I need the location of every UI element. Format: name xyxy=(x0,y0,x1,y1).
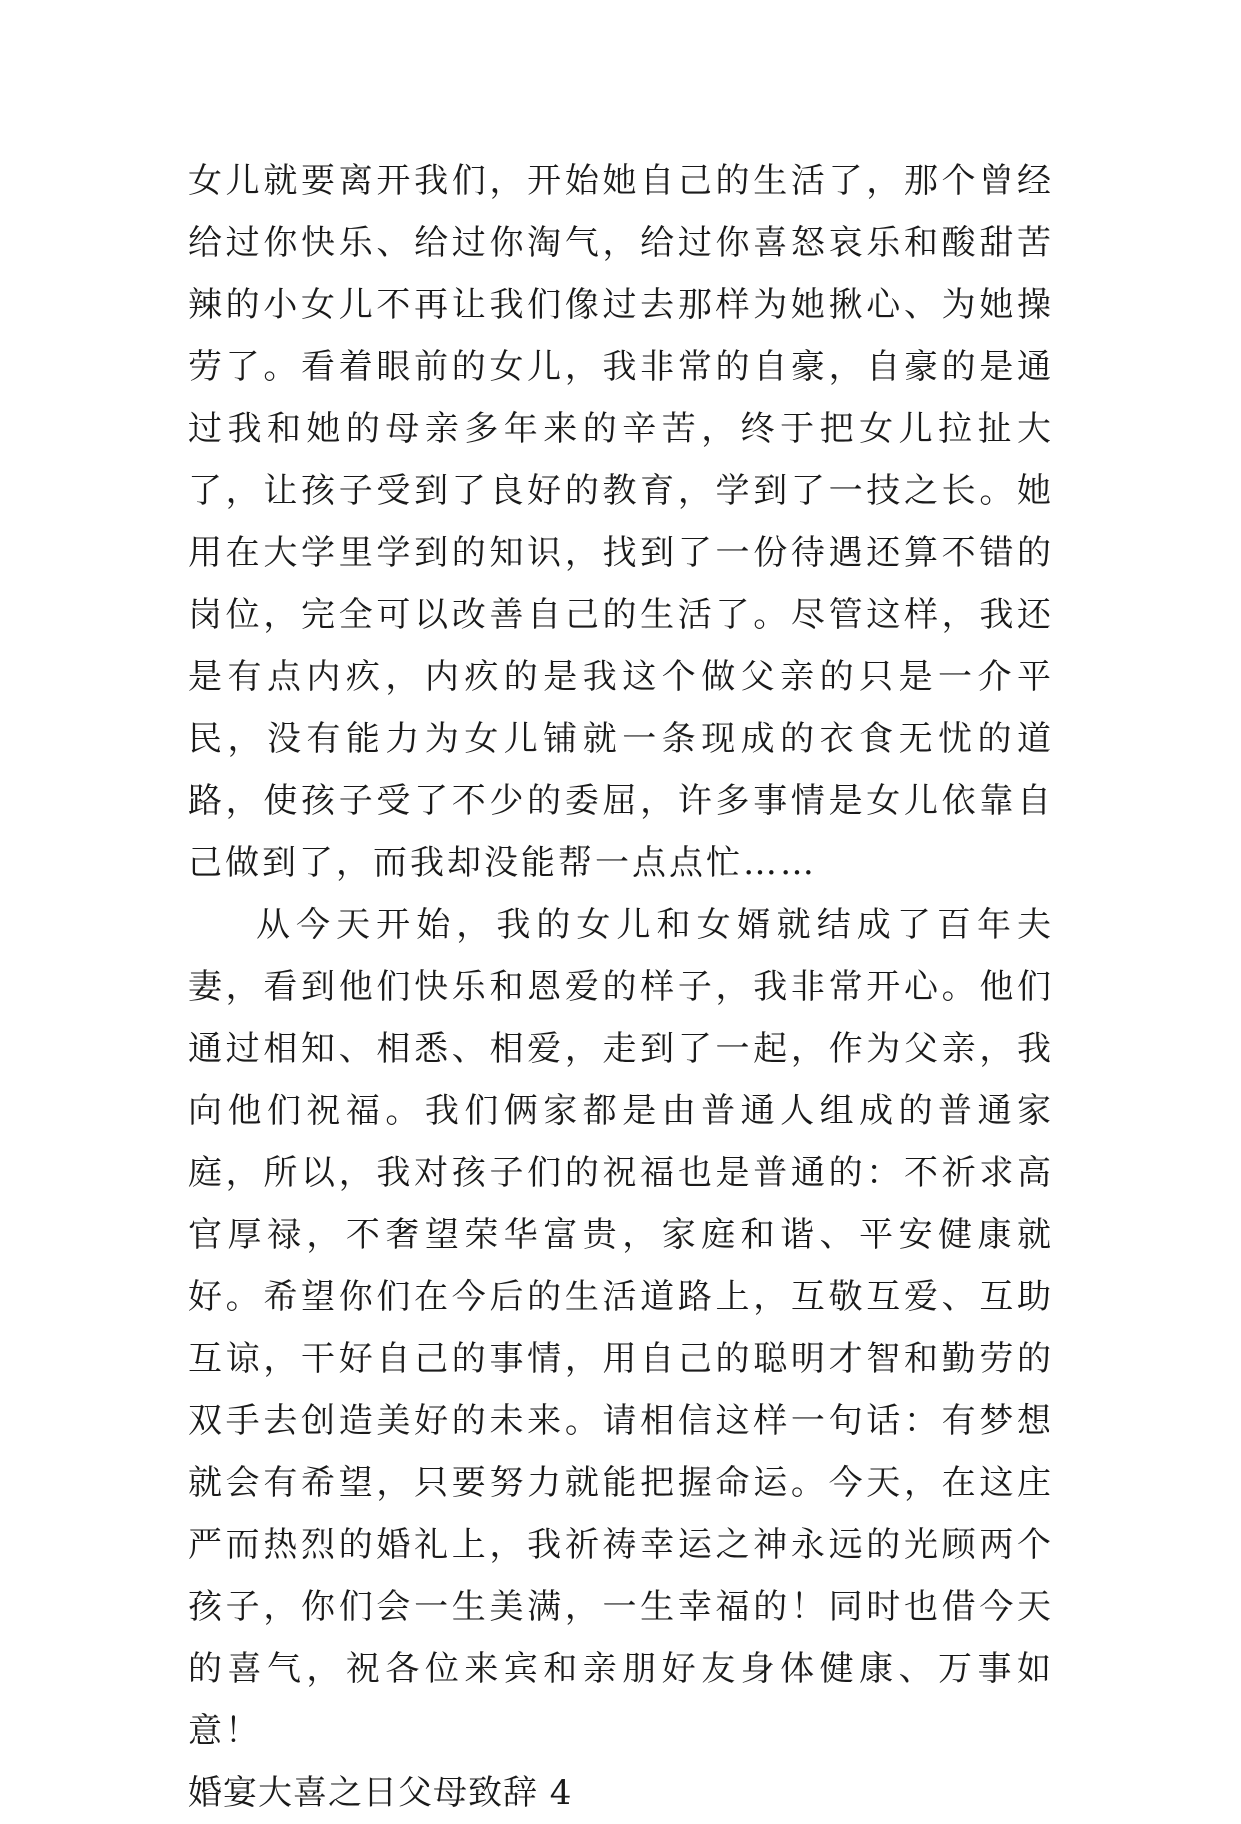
paragraph-1: 女儿就要离开我们，开始她自己的生活了，那个曾经给过你快乐、给过你淘气，给过你喜怒哀乐和酸甜苦辣的小女儿不再让我们像过去那样为她揪心、为她操劳了。看着眼前的女儿，我非常的自豪，自豪的是通过我和她的母亲多年来的辛苦，终于把女儿拉扯大了，让孩子受到了良好的教育，学到了一技之长。她用在大学里学到的知识，找到了一份待遇还算不错的岗位，完全可以改善自己的生活了。尽管这样，我还是有点内疚，内疚的是我这个做父亲的只是一介平民，没有能力为女儿铺就一条现成的衣食无忧的道路，使孩子受了不少的委屈，许多事情是女儿依靠自己做到了，而我却没能帮一点点忙…… xyxy=(188,161,1054,883)
paragraph-2: 从今天开始，我的女儿和女婿就结成了百年夫妻，看到他们快乐和恩爱的样子，我非常开心。他们通过相知、相悉、相爱，走到了一起，作为父亲，我向他们祝福。我们俩家都是由普通人组成的普通家庭，所以，我对孩子们的祝福也是普通的：不祈求高官厚禄，不奢望荣华富贵，家庭和谐、平安健康就好。希望你们在今后的生活道路上，互敬互爱、互助互谅，干好自己的事情，用自己的聪明才智和勤劳的双手去创造美好的未来。请相信这样一句话：有梦想就会有希望，只要努力就能把握命运。今天，在这庄严而热烈的婚礼上，我祈祷幸运之神永远的光顾两个孩子，你们会一生美满，一生幸福的！同时也借今天的喜气，祝各位来宾和亲朋好友身体健康、万事如意！ xyxy=(188,905,1054,1751)
document-body xyxy=(188,150,1054,1824)
section-heading: 婚宴大喜之日父母致辞 4 xyxy=(188,1773,573,1813)
